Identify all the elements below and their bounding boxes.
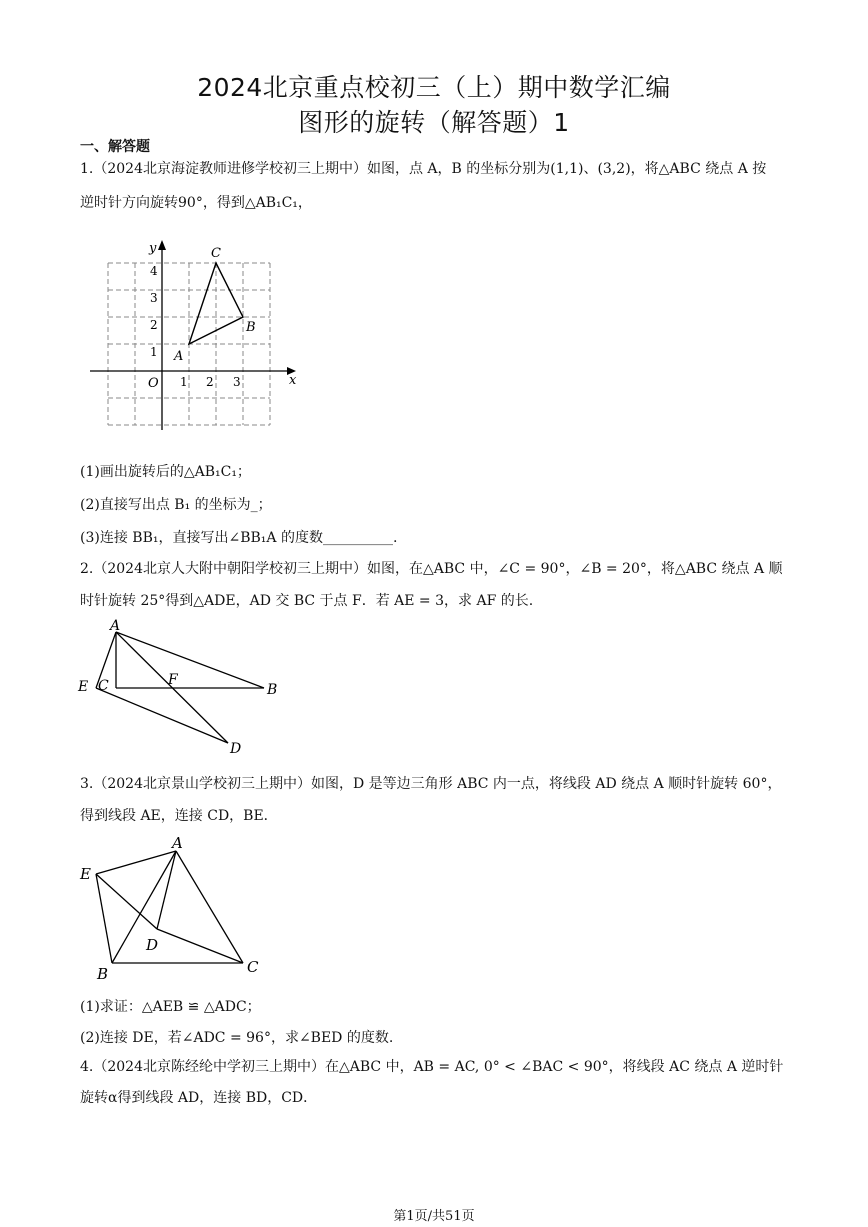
q1-sub3: (3)连接 BB₁，直接写出∠BB₁A 的度数__________. (80, 530, 398, 546)
q3-point-e: E (80, 865, 91, 883)
q3-sub1: (1)求证：△AEB ≌ △ADC； (80, 999, 261, 1015)
q2-point-d: D (230, 741, 242, 757)
point-b-label: B (246, 320, 256, 335)
q1-line1: 1.（2024北京海淀教师进修学校初三上期中）如图，点 A，B 的坐标分别为(1,1)、(3,2)，将△ABC 绕点 A 按 (80, 161, 767, 177)
x-tick-1: 1 (180, 375, 188, 389)
q4-line1: 4.（2024北京陈经纶中学初三上期中）在△ABC 中，AB = AC, 0° < ∠BAC < 90°，将线段 AC 绕点 A 逆时针 (80, 1059, 784, 1075)
y-axis-label: y (149, 241, 157, 256)
x-axis-label: x (289, 373, 297, 388)
q2-point-a: A (110, 618, 121, 634)
q2-line2: 时针旋转 25°得到△ADE，AD 交 BC 于点 F．若 AE = 3，求 AF 的长. (80, 593, 534, 609)
point-a-label: A (174, 349, 184, 364)
q2-point-b: B (267, 682, 278, 698)
q4-line2: 旋转α得到线段 AD，连接 BD，CD． (80, 1090, 318, 1106)
q1-coordinate-figure (85, 235, 305, 430)
y-tick-4: 4 (150, 264, 158, 278)
q3-line2: 得到线段 AE，连接 CD，BE． (80, 808, 278, 824)
page-subtitle: 图形的旋转（解答题）1 (298, 108, 570, 137)
q3-point-a: A (172, 834, 183, 852)
point-c-label: C (211, 246, 221, 261)
origin-label: O (148, 376, 159, 391)
page-title: 2024北京重点校初三（上）期中数学汇编 (197, 73, 671, 102)
q3-figure (75, 825, 270, 985)
q3-point-b: B (97, 965, 109, 983)
y-tick-3: 3 (150, 291, 158, 305)
page-footer: 第1页/共51页 (393, 1209, 475, 1224)
q2-point-e: E (78, 679, 89, 695)
y-arrow-icon (158, 240, 166, 250)
q3-point-c: C (247, 958, 259, 976)
section-heading: 一、解答题 (80, 139, 150, 155)
y-tick-2: 2 (150, 318, 158, 332)
q3-sub2: (2)连接 DE，若∠ADC = 96°，求∠BED 的度数. (80, 1030, 394, 1046)
x-tick-3: 3 (233, 375, 241, 389)
q1-line2: 逆时针方向旋转90°，得到△AB₁C₁， (80, 195, 312, 211)
q1-sub1: (1)画出旋转后的△AB₁C₁； (80, 464, 251, 480)
x-tick-2: 2 (206, 375, 214, 389)
q2-line1: 2.（2024北京人大附中朝阳学校初三上期中）如图，在△ABC 中，∠C = 90°，∠B = 20°，将△ABC 绕点 A 顺 (80, 561, 783, 577)
q1-sub2: (2)直接写出点 B₁ 的坐标为_； (80, 497, 272, 513)
q2-figure (70, 610, 290, 758)
q2-point-c: C (98, 678, 109, 694)
y-tick-1: 1 (150, 345, 158, 359)
q3-point-d: D (146, 936, 159, 954)
q2-point-f: F (168, 672, 178, 688)
q3-line1: 3.（2024北京景山学校初三上期中）如图，D 是等边三角形 ABC 内一点，将线段 AD 绕点 A 顺时针旋转 60°， (80, 776, 782, 792)
